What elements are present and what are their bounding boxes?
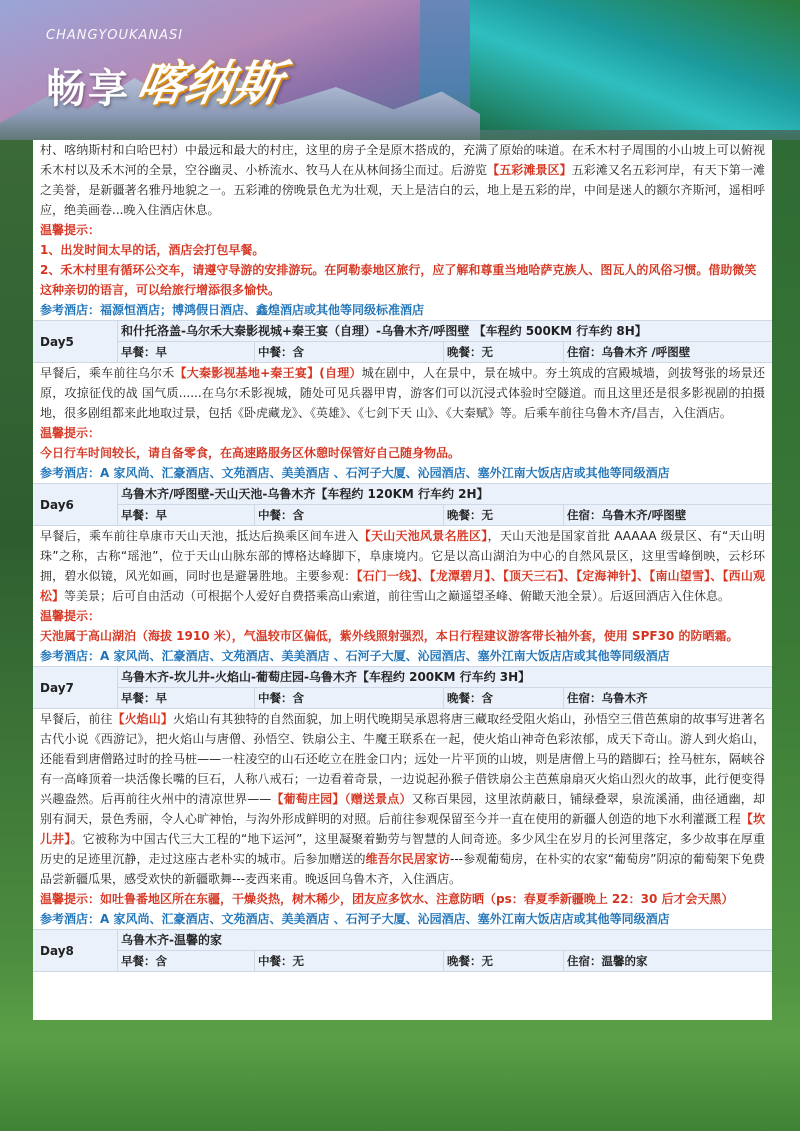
tips-title: 温馨提示： <box>40 609 101 623</box>
tips-line: 今日行车时间较长，请自备零食，在高速路服务区休憩时保管好自己随身物品。 <box>40 446 461 460</box>
day-meals <box>118 505 772 525</box>
reference-hotel: 参考酒店：A 家风尚、汇豪酒店、文苑酒店、美美酒店 、石河子大厦、沁园酒店、塞外江南大饭店店或其他等同级酒店 <box>40 649 670 663</box>
day6-text-c: 等美景；后可自由活动（可根据个人爱好自费搭乘高山索道，前往雪山之巅遥望圣峰、俯瞰天池全景）。后返回酒店入住休息。 <box>64 589 731 603</box>
accommodation: 住宿：乌鲁木齐 /呼图壁 <box>563 342 772 362</box>
tips-line: 1、出发时间太早的话，酒店会打包早餐。 <box>40 243 265 257</box>
day7-paragraph <box>40 709 772 889</box>
day-route: 乌鲁木齐/呼图壁-天山天池-乌鲁木齐【车程约 120KM 行车约 2H】 <box>118 484 772 505</box>
breakfast: 早餐：早 <box>121 345 167 359</box>
reference-hotel: 参考酒店：A 家风尚、汇豪酒店、文苑酒店、美美酒店 、石河子大厦、沁园酒店、塞外江南大饭店店或其他等同级酒店 <box>40 466 670 480</box>
intro-text-a: 村、喀纳斯村和白哈巴村）中最远和最大的村庄，这里的房子全是原木搭成的，充满了原始的味道。在禾木村子周围的小山坡上可以俯视禾木村以及禾木河的全景，空谷幽灵、小桥流水、牧马人在从林间扬尘而过。后游览 <box>40 143 765 177</box>
day7-text-e: ---参观葡萄房，在朴实的农家“葡萄房”阴凉的葡萄架下免费品尝新疆瓜果，感受欢快的新疆歌舞---麦西来甫。晚返回乌鲁木齐，入住酒店。 <box>40 852 765 886</box>
brand-title <box>46 45 287 114</box>
day-route: 乌鲁木齐-坎儿井-火焰山-葡萄庄园-乌鲁木齐【车程约 200KM 行车约 3H】 <box>118 667 772 688</box>
day5-highlight: 【大秦影视基地+秦王宴】(自理） <box>174 366 362 380</box>
day-label: Day6 <box>33 484 118 525</box>
dinner: 晚餐：无 <box>443 342 563 362</box>
dinner: 晚餐：含 <box>443 688 563 708</box>
day-header-day8 <box>33 929 772 972</box>
day-route: 和什托洛盖-乌尔禾大秦影视城+秦王宴（自理）-乌鲁木齐/呼图壁 【车程约 500KM 行车约 8H】 <box>118 321 772 342</box>
day-header-day6 <box>33 483 772 526</box>
tips-title: 温馨提示： <box>40 426 101 440</box>
itinerary-panel <box>33 140 772 1020</box>
intro-highlight: 【五彩滩景区】 <box>487 163 572 177</box>
day5-text-b: 城在剧中，人在景中，景在城中。夯土筑成的宫殿城墙，剑拔弩张的场景还原，攻掠征伐的战 国气质......在乌尔禾影视城，随处可见兵器甲胄，游客们可以沉浸式体验时空隧道。而且这里还是很多影视剧的拍摄地，很多剧组都来此地取过景，包括《卧虎藏龙》、《英雄》、《七剑下天 山》、《大秦赋》等。后乘车前往乌鲁木齐/昌吉，入住酒店。 <box>40 366 765 420</box>
day-meals <box>118 342 772 362</box>
lake-image <box>470 0 800 130</box>
day7-text-b: 火焰山有其独特的自然面貌，加上明代晚期吴承恩将唐三藏取经受阻火焰山，孙悟空三借芭蕉扇的故事写进著名古代小说《西游记》，把火焰山与唐僧、孙悟空、铁扇公主、牛魔王联系在一起，使火焰山神奇色彩浓郁，成天下奇山。游人到火焰山，还能看到唐僧路过时的拴马桩——一柱凌空的山石还屹立在胜金口内；远处一片平顶的山坡，则是唐僧上马的踏脚石；拴马桩东，隔峡谷有一高峰顶着一块活像长嘴的巨石，人称八戒石；一边看着奇景，一边说起孙猴子借铁扇公主芭蕉扇扇灭火焰山烈火的故事，此行便变得兴趣盎然。后再前往火州中的清凉世界—— <box>40 712 765 806</box>
day-header-day7 <box>33 666 772 709</box>
day6-highlight: 【天山天池风景名胜区】 <box>358 529 488 543</box>
dinner: 晚餐：无 <box>443 505 563 525</box>
day5-text-a: 早餐后，乘车前往乌尔禾 <box>40 366 175 380</box>
lunch: 中餐：含 <box>254 688 443 708</box>
reference-hotel: 参考酒店：福源恒酒店；博鸿假日酒店、鑫煌酒店或其他等同级标准酒店 <box>40 303 425 317</box>
day-meals <box>118 951 772 971</box>
day-label: Day7 <box>33 667 118 708</box>
day7-text-d: 。它被称为中国古代三大工程的“地下运河”，这里凝聚着勤劳与智慧的人间奇迹。多少风尘在岁月的长河里落定，多少故事在厚重历史的足迹里沉静，走过这座古老朴实的城市。后参加赠送的 <box>40 832 765 866</box>
day-header-day5 <box>33 320 772 363</box>
breakfast: 早餐：含 <box>121 954 167 968</box>
brand-title-b: 喀纳斯 <box>132 56 287 112</box>
day6-highlight: 【石门一线】、【龙潭碧月】、【顶天三石】、【定海神针】、【南山望雪】、【西山观松】 <box>40 569 765 603</box>
breakfast: 早餐：早 <box>121 508 167 522</box>
day-route: 乌鲁木齐-温馨的家 <box>118 930 772 951</box>
day6-text-a: 早餐后，乘车前往阜康市天山天池，抵达后换乘区间车进入 <box>40 529 359 543</box>
brand-title-a: 畅享 <box>46 66 130 112</box>
day6-text-b: ，天山天池是国家首批 AAAAA 级景区、有“天山明珠”之称，古称“瑶池”，位于天山山脉东部的博格达峰脚下，阜康境内。它是以高山湖泊为中心的自然风景区，这里雪峰倒映，云杉环拥，碧水似镜，风光如画，同时也是避暑胜地。主要参观： <box>40 529 765 583</box>
tips-line: 温馨提示：如吐鲁番地区所在东疆，干燥炎热，树木稀少，团友应多饮水、注意防晒（ps：春夏季新疆晚上 22：30 后才会天黑） <box>40 892 734 906</box>
day-meals <box>118 688 772 708</box>
day7-highlight: 【葡萄庄园】（赠送景点） <box>271 792 412 806</box>
intro-paragraph <box>40 140 772 220</box>
accommodation: 住宿：乌鲁木齐 <box>563 688 772 708</box>
tips-title: 温馨提示： <box>40 223 101 237</box>
accommodation: 住宿：温馨的家 <box>563 951 772 971</box>
intro-text-b: 五彩滩又名五彩河岸，有天下第一滩之美誉，是新疆著名雅丹地貌之一。五彩滩的傍晚景色尤为壮观，天上是洁白的云，地上是五彩的岸，中间是迷人的额尔齐斯河，遥相呼应，绝美画卷...晚入住酒店休息。 <box>40 163 765 217</box>
day7-text-c: 又称百果园，这里浓荫蔽日，铺绿叠翠，泉流溪涌，曲径通幽，却别有洞天，景色秀丽，令人心旷神怡，与沟外形成鲜明的对照。后前往参观保留至今并一直在使用的新疆人创造的地下水利灌溉工程 <box>40 792 765 826</box>
day-label: Day8 <box>33 930 118 971</box>
dinner: 晚餐：无 <box>443 951 563 971</box>
tips-line: 2、禾木村里有循环公交车，请遵守导游的安排游玩。在阿勒泰地区旅行，应了解和尊重当地哈萨克族人、图瓦人的风俗习惯。借助微笑这种亲切的语言，可以给旅行增添很多愉快。 <box>40 263 757 297</box>
reference-hotel: 参考酒店：A 家风尚、汇豪酒店、文苑酒店、美美酒店 、石河子大厦、沁园酒店、塞外江南大饭店店或其他等同级酒店 <box>40 912 670 926</box>
day7-highlight: 【火焰山】 <box>112 712 173 726</box>
tips-line: 天池属于高山湖泊（海拔 1910 米），气温较市区偏低，紫外线照射强烈，本日行程建议游客带长袖外套，使用 SPF30 的防晒霜。 <box>40 629 739 643</box>
accommodation: 住宿：乌鲁木齐/呼图壁 <box>563 505 772 525</box>
lunch: 中餐：无 <box>254 951 443 971</box>
brand-logo <box>46 28 287 114</box>
brand-subtitle: CHANGYOUKANASI <box>46 28 184 43</box>
day7-text-a: 早餐后，前往 <box>40 712 113 726</box>
day-label: Day5 <box>33 321 118 362</box>
breakfast: 早餐：早 <box>121 691 167 705</box>
day7-highlight: 维吾尔民居家访 <box>365 852 451 866</box>
day6-paragraph <box>40 526 772 606</box>
day5-paragraph <box>40 363 772 423</box>
lunch: 中餐：含 <box>254 505 443 525</box>
lunch: 中餐：含 <box>254 342 443 362</box>
day7-highlight: 【坎儿井】 <box>40 812 765 846</box>
